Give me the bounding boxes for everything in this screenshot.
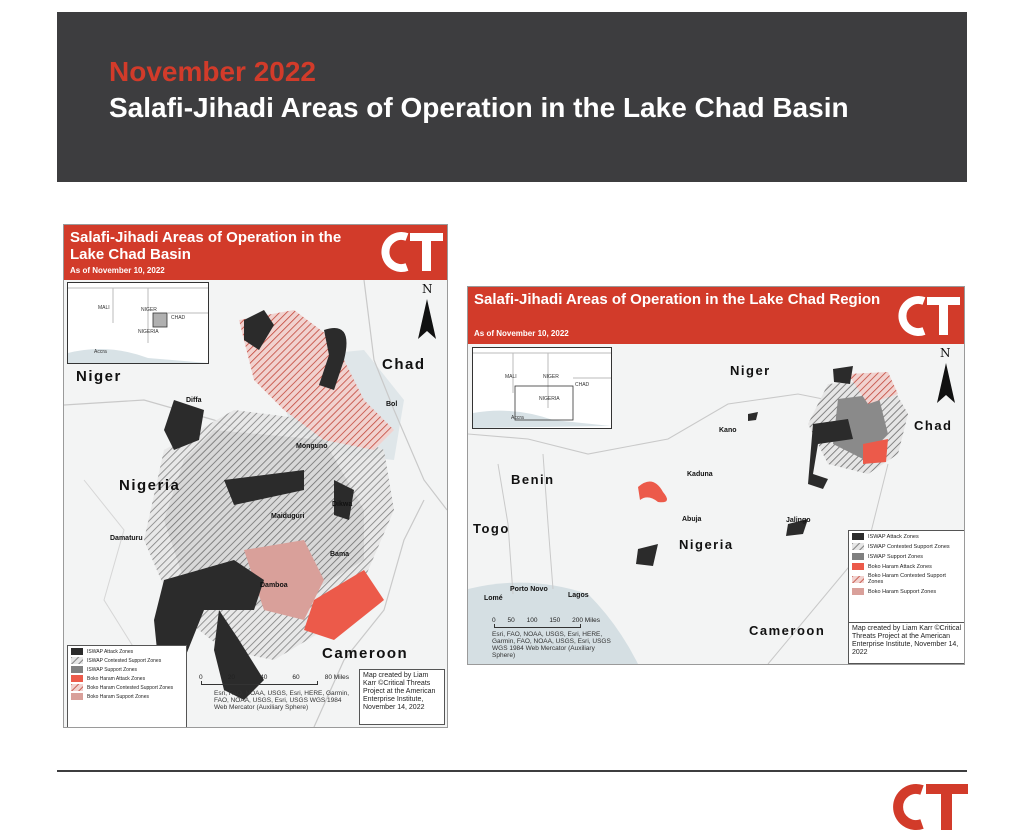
city-label: Diffa <box>186 397 202 404</box>
locator-inset <box>472 347 612 429</box>
city-label: Lagos <box>568 592 589 599</box>
inset-map <box>68 283 208 363</box>
country-label-nigeria: Nigeria <box>119 477 181 494</box>
inset-label: NIGERIA <box>539 396 560 402</box>
scale-bar: 0 50 100 150 200 Miles <box>492 617 600 628</box>
map-title: Salafi-Jihadi Areas of Operation in the Lake Chad Basin <box>70 229 342 263</box>
country-label-togo: Togo <box>473 521 510 536</box>
city-label: Dikwa <box>332 501 353 508</box>
report-date: November 2022 <box>109 56 317 87</box>
country-label-chad: Chad <box>914 418 953 433</box>
ct-footer-logo-icon <box>886 782 968 832</box>
legend-item: Boko Haram Attack Zones <box>852 563 962 570</box>
legend-item: ISWAP Support Zones <box>71 666 183 673</box>
inset-label: MALI <box>98 305 110 311</box>
map-header <box>468 287 964 344</box>
city-label: Bol <box>386 401 398 408</box>
map-credit: Map created by Liam Karr ©Critical Threats Project at the American Enterprise Institute, November 14, 2022 <box>848 622 965 664</box>
scale-bar: 0 20 40 60 80 Miles <box>199 674 349 685</box>
country-label-nigeria: Nigeria <box>679 537 734 552</box>
ct-logo-icon <box>377 231 443 273</box>
city-label: Kano <box>719 427 737 434</box>
legend-item: ISWAP Attack Zones <box>852 533 962 540</box>
map-credit: Map created by Liam Karr ©Critical Threats Project at the American Enterprise Institute, November 14, 2022 <box>359 669 445 725</box>
map-subtitle: As of November 10, 2022 <box>474 329 569 338</box>
inset-label: Accra <box>94 349 107 355</box>
inset-label: Accra <box>511 415 524 421</box>
city-label: Abuja <box>682 516 702 523</box>
city-label: Maiduguri <box>271 513 305 520</box>
inset-label: MALI <box>505 374 517 380</box>
map-sources: Esri, FAO, NOAA, USGS, Esri, HERE, Garmin, FAO, NOAA, USGS, Esri, USGS WGS 1984 Web Mercator (Auxiliary Sphere) <box>492 631 611 659</box>
inset-map <box>473 348 611 428</box>
legend-item: ISWAP Support Zones <box>852 553 962 560</box>
map-legend <box>67 645 187 728</box>
country-label-niger: Niger <box>76 368 122 385</box>
inset-label: CHAD <box>171 315 186 321</box>
inset-label: NIGERIA <box>138 329 159 335</box>
country-label-cameroon: Cameroon <box>749 623 826 638</box>
report-title: Salafi-Jihadi Areas of Operation in the Lake Chad Basin <box>109 92 849 123</box>
legend-item: Boko Haram Support Zones <box>852 588 962 595</box>
city-label: Damaturu <box>110 535 143 542</box>
city-label: Bama <box>330 551 350 558</box>
north-label: N <box>422 282 433 296</box>
legend-item: ISWAP Attack Zones <box>71 648 183 655</box>
city-label: Monguno <box>296 443 328 450</box>
map-subtitle: As of November 10, 2022 <box>70 266 165 275</box>
header-banner <box>57 12 967 182</box>
city-label: Damboa <box>260 582 288 589</box>
map-legend <box>848 530 965 624</box>
country-label-niger: Niger <box>730 363 771 378</box>
legend-item: Boko Haram Support Zones <box>71 693 183 700</box>
north-label: N <box>940 346 951 360</box>
inset-label: NIGER <box>543 374 559 380</box>
legend-item: ISWAP Contested Support Zones <box>852 543 962 550</box>
locator-inset <box>67 282 209 364</box>
lake-chad-region-map <box>467 286 965 665</box>
country-label-chad: Chad <box>382 356 426 373</box>
inset-label: CHAD <box>575 382 590 388</box>
city-label: Jalingo <box>786 517 811 524</box>
map-title: Salafi-Jihadi Areas of Operation in the Lake Chad Region <box>474 291 881 308</box>
map-sources: Esri, FAO, NOAA, USGS, Esri, HERE, Garmin, FAO, NOAA, USGS, Esri, USGS WGS 1984 Web Mercator (Auxiliary Sphere) <box>214 690 350 711</box>
city-label: Lomé <box>484 595 503 602</box>
footer-divider <box>57 770 967 772</box>
lake-chad-basin-map <box>63 224 448 728</box>
country-label-cameroon: Cameroon <box>322 645 409 662</box>
country-label-benin: Benin <box>511 472 555 487</box>
legend-item: Boko Haram Contested Support Zones <box>852 573 962 585</box>
ct-logo-icon <box>894 295 960 337</box>
city-label: Porto Novo <box>510 586 548 593</box>
legend-item: Boko Haram Attack Zones <box>71 675 183 682</box>
inset-label: NIGER <box>141 307 157 313</box>
map-header <box>64 225 447 280</box>
city-label: Kaduna <box>687 471 713 478</box>
legend-item: Boko Haram Contested Support Zones <box>71 684 183 691</box>
legend-item: ISWAP Contested Support Zones <box>71 657 183 664</box>
